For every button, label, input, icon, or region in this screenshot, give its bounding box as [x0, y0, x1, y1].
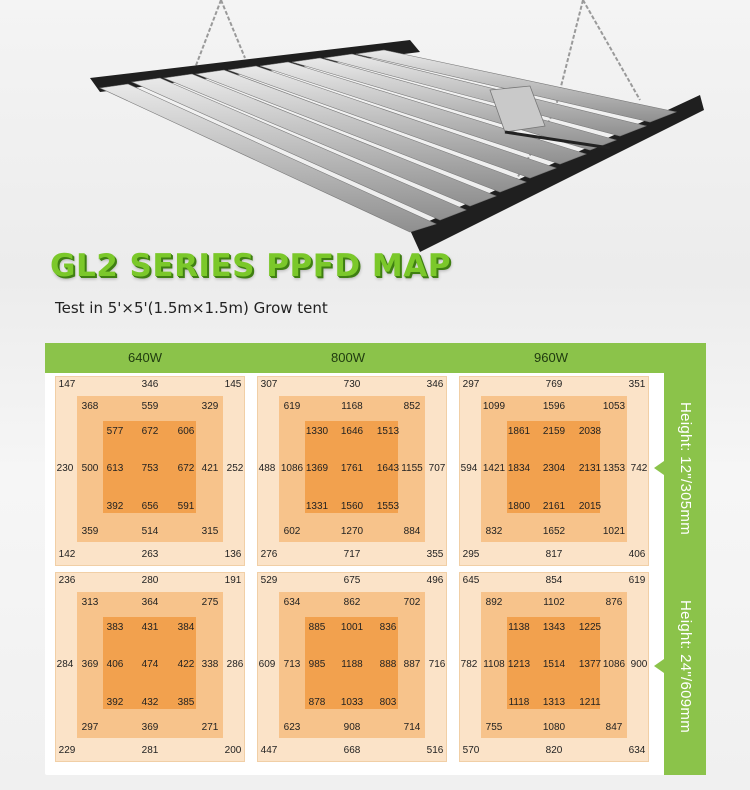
ppfd-value: 1560: [340, 501, 364, 512]
ppfd-value: 594: [460, 463, 478, 474]
ppfd-value: 1155: [401, 463, 423, 474]
ppfd-value: 315: [201, 526, 219, 537]
ppfd-value: 876: [605, 597, 623, 608]
ppfd-value: 2015: [578, 501, 602, 512]
ppfd-value: 271: [201, 722, 219, 733]
ppfd-value: 392: [106, 501, 124, 512]
ppfd-value: 1800: [507, 501, 531, 512]
ppfd-value: 1033: [340, 697, 364, 708]
ppfd-map: [55, 572, 245, 762]
ppfd-value: 313: [81, 597, 99, 608]
ppfd-value: 516: [426, 745, 444, 756]
ppfd-value: 878: [308, 697, 326, 708]
ppfd-value: 1313: [542, 697, 566, 708]
ppfd-value: 832: [485, 526, 503, 537]
ppfd-value: 263: [141, 549, 159, 560]
ppfd-value: 613: [106, 463, 124, 474]
ppfd-value: 1652: [542, 526, 566, 537]
ppfd-value: 1053: [602, 401, 626, 412]
ppfd-value: 1225: [578, 622, 602, 633]
ppfd-value: 1188: [341, 659, 363, 670]
ppfd-map: [257, 572, 447, 762]
ppfd-value: 885: [308, 622, 326, 633]
ppfd-value: 852: [403, 401, 421, 412]
ppfd-value: 619: [628, 575, 646, 586]
ppfd-value: 985: [308, 659, 326, 670]
ppfd-value: 1369: [305, 463, 329, 474]
ppfd-value: 755: [485, 722, 503, 733]
ppfd-value: 369: [81, 659, 99, 670]
ppfd-value: 645: [462, 575, 480, 586]
ppfd-value: 284: [56, 659, 74, 670]
ppfd-value: 577: [106, 426, 124, 437]
ppfd-value: 230: [56, 463, 74, 474]
ppfd-value: 2304: [542, 463, 566, 474]
ppfd-value: 2038: [578, 426, 602, 437]
ppfd-value: 713: [283, 659, 301, 670]
ppfd-value: 1102: [543, 597, 565, 608]
ppfd-value: 142: [58, 549, 76, 560]
height-sidebar: [664, 373, 706, 775]
ppfd-value: 1353: [602, 463, 626, 474]
ppfd-value: 836: [379, 622, 397, 633]
ppfd-value: 406: [628, 549, 646, 560]
ppfd-value: 847: [605, 722, 623, 733]
ppfd-value: 276: [260, 549, 278, 560]
ppfd-value: 252: [226, 463, 244, 474]
ppfd-value: 606: [177, 426, 195, 437]
ppfd-value: 1086: [280, 463, 304, 474]
ppfd-value: 280: [141, 575, 159, 586]
ppfd-value: 529: [260, 575, 278, 586]
ppfd-value: 1213: [507, 659, 531, 670]
ppfd-value: 602: [283, 526, 301, 537]
ppfd-value: 392: [106, 697, 124, 708]
ppfd-value: 1211: [579, 697, 601, 708]
ppfd-value: 900: [630, 659, 648, 670]
ppfd-value: 297: [81, 722, 99, 733]
ppfd-value: 1086: [602, 659, 626, 670]
ppfd-value: 782: [460, 659, 478, 670]
ppfd-value: 229: [58, 745, 76, 756]
ppfd-value: 1118: [508, 697, 530, 708]
ppfd-value: 716: [428, 659, 446, 670]
ppfd-value: 634: [283, 597, 301, 608]
ppfd-value: 368: [81, 401, 99, 412]
ppfd-value: 236: [58, 575, 76, 586]
ppfd-value: 488: [258, 463, 276, 474]
ppfd-value: 500: [81, 463, 99, 474]
ppfd-value: 656: [141, 501, 159, 512]
ppfd-value: 1138: [508, 622, 530, 633]
ppfd-value: 286: [226, 659, 244, 670]
ppfd-value: 623: [283, 722, 301, 733]
ppfd-value: 1001: [340, 622, 364, 633]
ppfd-value: 1377: [578, 659, 602, 670]
ppfd-value: 145: [224, 379, 242, 390]
ppfd-map: [55, 376, 245, 566]
ppfd-map: [459, 376, 649, 566]
ppfd-value: 559: [141, 401, 159, 412]
ppfd-value: 422: [177, 659, 195, 670]
ppfd-value: 862: [343, 597, 361, 608]
ppfd-value: 619: [283, 401, 301, 412]
ppfd-value: 383: [106, 622, 124, 633]
ppfd-value: 1168: [341, 401, 363, 412]
ppfd-value: 147: [58, 379, 76, 390]
ppfd-value: 820: [545, 745, 563, 756]
ppfd-value: 1270: [340, 526, 364, 537]
ppfd-value: 1421: [482, 463, 506, 474]
ppfd-value: 668: [343, 745, 361, 756]
ppfd-value: 1108: [483, 659, 505, 670]
ppfd-value: 675: [343, 575, 361, 586]
ppfd-value: 307: [260, 379, 278, 390]
ppfd-value: 887: [403, 659, 421, 670]
ppfd-value: 384: [177, 622, 195, 633]
ppfd-value: 1553: [376, 501, 400, 512]
ppfd-value: 1099: [482, 401, 506, 412]
ppfd-value: 1331: [305, 501, 329, 512]
ppfd-value: 359: [81, 526, 99, 537]
ppfd-value: 1513: [376, 426, 400, 437]
ppfd-map: [459, 572, 649, 762]
ppfd-value: 707: [428, 463, 446, 474]
ppfd-value: 884: [403, 526, 421, 537]
grow-light-fixture-image: [0, 0, 750, 260]
ppfd-value: 908: [343, 722, 361, 733]
page-title: GL2 SERIES PPFD MAP: [50, 248, 451, 284]
ppfd-value: 1514: [542, 659, 566, 670]
ppfd-value: 295: [462, 549, 480, 560]
ppfd-value: 714: [403, 722, 421, 733]
ppfd-value: 803: [379, 697, 397, 708]
ppfd-value: 609: [258, 659, 276, 670]
ppfd-value: 888: [379, 659, 397, 670]
ppfd-value: 432: [141, 697, 159, 708]
ppfd-value: 351: [628, 379, 646, 390]
ppfd-value: 369: [141, 722, 159, 733]
ppfd-value: 355: [426, 549, 444, 560]
ppfd-value: 364: [141, 597, 159, 608]
ppfd-value: 2161: [542, 501, 566, 512]
ppfd-value: 570: [462, 745, 480, 756]
ppfd-map-panel: [45, 343, 706, 775]
ppfd-value: 769: [545, 379, 563, 390]
ppfd-value: 514: [141, 526, 159, 537]
ppfd-value: 672: [141, 426, 159, 437]
ppfd-value: 672: [177, 463, 195, 474]
ppfd-value: 406: [106, 659, 124, 670]
ppfd-value: 338: [201, 659, 219, 670]
ppfd-value: 297: [462, 379, 480, 390]
ppfd-value: 892: [485, 597, 503, 608]
ppfd-value: 634: [628, 745, 646, 756]
ppfd-value: 817: [545, 549, 563, 560]
ppfd-value: 1080: [542, 722, 566, 733]
ppfd-value: 496: [426, 575, 444, 586]
ppfd-value: 329: [201, 401, 219, 412]
ppfd-value: 1646: [340, 426, 364, 437]
height-label-24in: Height: 24"/609mm: [676, 599, 694, 733]
ppfd-value: 1761: [340, 463, 364, 474]
ppfd-value: 2159: [542, 426, 566, 437]
ppfd-value: 1861: [507, 426, 531, 437]
ppfd-value: 346: [141, 379, 159, 390]
ppfd-value: 191: [224, 575, 242, 586]
wattage-header-bar: [45, 343, 706, 373]
ppfd-value: 474: [141, 659, 159, 670]
ppfd-value: 1021: [602, 526, 626, 537]
ppfd-value: 200: [224, 745, 242, 756]
column-label-640w: 640W: [128, 350, 162, 365]
ppfd-value: 1643: [376, 463, 400, 474]
ppfd-value: 854: [545, 575, 563, 586]
ppfd-value: 1343: [542, 622, 566, 633]
ppfd-value: 1330: [305, 426, 329, 437]
ppfd-value: 2131: [578, 463, 602, 474]
ppfd-value: 1596: [542, 401, 566, 412]
ppfd-value: 702: [403, 597, 421, 608]
ppfd-value: 421: [201, 463, 219, 474]
ppfd-value: 753: [141, 463, 159, 474]
ppfd-value: 730: [343, 379, 361, 390]
ppfd-map: [257, 376, 447, 566]
test-conditions-subtitle: Test in 5'×5'(1.5m×1.5m) Grow tent: [55, 299, 328, 317]
column-label-960w: 960W: [534, 350, 568, 365]
ppfd-value: 1834: [507, 463, 531, 474]
ppfd-value: 742: [630, 463, 648, 474]
height-label-12in: Height: 12"/305mm: [676, 401, 694, 535]
ppfd-value: 136: [224, 549, 242, 560]
ppfd-value: 431: [141, 622, 159, 633]
ppfd-value: 346: [426, 379, 444, 390]
ppfd-value: 717: [343, 549, 361, 560]
ppfd-value: 591: [177, 501, 195, 512]
column-label-800w: 800W: [331, 350, 365, 365]
ppfd-value: 385: [177, 697, 195, 708]
ppfd-value: 275: [201, 597, 219, 608]
ppfd-value: 447: [260, 745, 278, 756]
ppfd-value: 281: [141, 745, 159, 756]
